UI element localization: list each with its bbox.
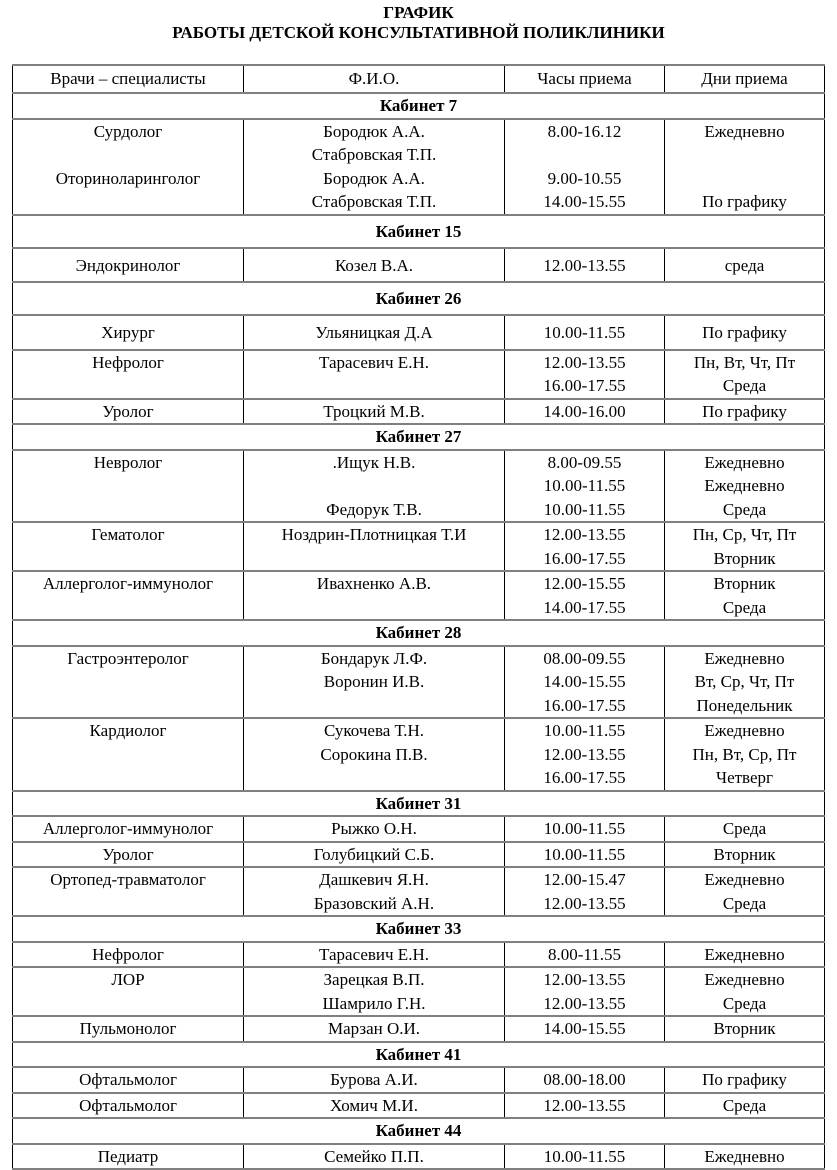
cabinet-label: Кабинет 15 [13,215,825,248]
cell-line: Пульмонолог [79,1019,177,1038]
cell-line: Гематолог [91,525,165,544]
cell-line [244,474,504,498]
cell-line: Пн, Ср, Чт, Пт [692,525,797,544]
header-hours: Часы приема [505,65,665,93]
hours-cell [505,718,665,791]
cell-line: Среда [722,1095,767,1115]
cell-line: Аллерголог-иммунолог [42,819,214,838]
cell-line: Сурдолог [93,121,163,141]
cell-line: Ортопед-травматолог [50,870,206,889]
cell-line: 12.00-13.55 [543,1095,626,1115]
specialty-cell [13,571,244,620]
table-row [13,248,825,283]
cell-line: 14.00-17.55 [543,597,626,617]
cabinet-header-row [13,791,825,817]
cell-line: 8.00-09.55 [547,452,622,472]
schedule-body [13,93,825,1169]
cabinet-header-row [13,1118,825,1144]
cell-line: 10.00-11.55 [543,844,626,864]
name-cell [244,315,505,350]
cell-line [505,143,664,167]
cell-line: Бородюк А.А. [323,168,425,188]
cabinet-label: Кабинет 41 [13,1042,825,1068]
cell-line: Шамрило Г.Н. [322,993,426,1013]
cell-line: 16.00-17.55 [543,768,626,787]
hours-cell [505,1093,665,1119]
cell-line [665,167,824,191]
days-cell [665,1016,825,1042]
specialty-cell [13,1016,244,1042]
name-cell [244,867,505,916]
cell-line: 14.00-15.55 [543,672,626,691]
days-cell [665,1144,825,1170]
specialty-cell [13,842,244,868]
specialty-cell [13,646,244,719]
cabinet-label: Кабинет 31 [13,791,825,817]
hours-cell [505,842,665,868]
table-row [13,646,825,719]
cabinet-header-row [13,215,825,248]
days-cell [665,450,825,523]
cell-line: Среда [722,819,767,838]
cell-line: среда [724,255,765,275]
days-cell [665,646,825,719]
cabinet-header-row [13,620,825,646]
table-row [13,718,825,791]
cell-line: Четверг [716,768,773,787]
days-cell [665,571,825,620]
cell-line: 8.00-11.55 [547,944,622,964]
days-cell [665,867,825,916]
hours-cell [505,315,665,350]
name-cell [244,522,505,571]
cell-line: Вторник [713,574,776,593]
cell-line: Нефролог [92,352,164,372]
schedule-table [12,64,825,1170]
hours-cell [505,867,665,916]
hours-cell [505,1144,665,1170]
cell-line: 12.00-13.55 [543,352,626,372]
hours-cell [505,522,665,571]
cell-line: По графику [702,401,787,421]
cabinet-header-row [13,282,825,315]
cell-line: ЛОР [111,970,145,989]
cell-line: Сорокина П.В. [320,744,428,764]
hours-cell [505,942,665,968]
cell-line: Ежедневно [704,970,785,989]
name-cell [244,1016,505,1042]
cell-line: Пн, Вт, Чт, Пт [693,352,796,372]
cell-line: .Ищук Н.В. [332,452,416,472]
cell-line: 10.00-11.55 [543,819,626,838]
name-cell [244,450,505,523]
name-cell [244,1144,505,1170]
table-row [13,119,825,215]
cell-line: Ежедневно [704,476,785,495]
table-row [13,967,825,1016]
cell-line: Офтальмолог [79,1070,177,1089]
cell-line: 16.00-17.55 [543,376,626,395]
table-row [13,350,825,399]
hours-cell [505,1067,665,1093]
cell-line: Ивахненко А.В. [316,574,432,593]
cell-line: Ежедневно [704,121,785,141]
name-cell [244,571,505,620]
specialty-cell [13,1093,244,1119]
hours-cell [505,1016,665,1042]
specialty-cell [13,119,244,215]
cell-line: По графику [702,1070,787,1089]
cell-line: 16.00-17.55 [543,695,626,715]
specialty-cell [13,967,244,1016]
cell-line: Ежедневно [704,870,785,889]
table-row [13,571,825,620]
days-cell [665,350,825,399]
cell-line: Оториноларинголог [55,168,201,188]
cell-line: Ежедневно [704,944,785,964]
cell-line: 10.00-11.55 [543,1146,626,1166]
name-cell [244,350,505,399]
cell-line: 10.00-11.55 [543,323,626,342]
cell-line: 10.00-11.55 [543,499,626,519]
cell-line: 12.00-15.47 [543,870,626,889]
cell-line: По графику [702,192,787,211]
days-cell [665,942,825,968]
cell-line: 12.00-15.55 [543,574,626,593]
cell-line: Вторник [713,548,776,568]
table-row [13,1016,825,1042]
cell-line: Гастроэнтеролог [67,648,189,668]
cell-line: Среда [722,376,767,395]
cell-line: Семейко П.П. [324,1146,424,1166]
cell-line: Ежедневно [704,452,785,472]
hours-cell [505,450,665,523]
table-row [13,1067,825,1093]
cell-line: Троцкий М.В. [323,401,425,421]
cell-line: Марзан О.И. [327,1019,421,1038]
cell-line: Уролог [102,401,154,421]
cell-line: Понедельник [696,695,793,715]
cell-line: Уролог [102,844,154,864]
name-cell [244,119,505,215]
cell-line: 10.00-11.55 [543,476,626,495]
cell-line: Стабровская Т.П. [311,145,437,164]
name-cell [244,942,505,968]
cell-line: 12.00-13.55 [543,744,626,764]
specialty-cell [13,248,244,283]
table-row [13,522,825,571]
cell-line: Среда [722,597,767,617]
cell-line: Дашкевич Я.Н. [319,870,429,889]
cell-line: Хомич М.И. [330,1095,418,1115]
cell-line: Вторник [713,844,776,864]
cell-line: Ульяницкая Д.А [315,323,433,342]
cabinet-label: Кабинет 28 [13,620,825,646]
days-cell [665,842,825,868]
cell-line: Среда [722,993,767,1013]
cell-line: Невролог [93,452,163,472]
cell-line: Стабровская Т.П. [311,192,437,211]
cabinet-label: Кабинет 33 [13,916,825,942]
cabinet-label: Кабинет 7 [13,93,825,119]
days-cell [665,718,825,791]
cell-line: Бондарук Л.Ф. [320,648,428,668]
cell-line: Вторник [713,1019,776,1038]
days-cell [665,399,825,425]
header-fio: Ф.И.О. [244,65,505,93]
cell-line: Бразовский А.Н. [313,893,435,913]
table-row [13,399,825,425]
cell-line [665,143,824,167]
cell-line: Пн, Вт, Ср, Пт [692,744,797,764]
cell-line: Ноздрин-Плотницкая Т.И [281,525,467,544]
cell-line: 8.00-16.12 [547,121,622,141]
cell-line: Зарецкая В.П. [323,970,425,989]
cell-line: Козел В.А. [334,255,414,275]
hours-cell [505,119,665,215]
cell-line: Голубицкий С.Б. [313,844,435,864]
cell-line: Нефролог [92,944,164,964]
name-cell [244,248,505,283]
header-days: Дни приема [665,65,825,93]
cell-line: Педиатр [97,1146,159,1166]
table-row [13,867,825,916]
hours-cell [505,816,665,842]
cabinet-header-row [13,1042,825,1068]
cell-line: Сукочева Т.Н. [323,721,425,740]
cell-line: 14.00-16.00 [543,401,626,421]
cell-line: Ежедневно [704,1146,785,1166]
days-cell [665,119,825,215]
specialty-cell [13,1067,244,1093]
hours-cell [505,248,665,283]
cell-line: 10.00-11.55 [543,721,626,740]
specialty-cell [13,718,244,791]
cell-line: 12.00-13.55 [543,525,626,544]
name-cell [244,1093,505,1119]
cell-line: Хирург [101,323,155,342]
days-cell [665,315,825,350]
cell-line: 16.00-17.55 [543,548,626,568]
table-row [13,315,825,350]
cell-line: Тарасевич Е.Н. [319,352,429,372]
specialty-cell [13,450,244,523]
cell-line: Бурова А.И. [330,1070,418,1089]
document-subtitle: РАБОТЫ ДЕТСКОЙ КОНСУЛЬТАТИВНОЙ ПОЛИКЛИНИКИ [172,23,665,42]
cell-line: Среда [722,499,767,519]
table-row [13,450,825,523]
hours-cell [505,646,665,719]
days-cell [665,248,825,283]
cell-line: Тарасевич Е.Н. [319,944,429,964]
table-row [13,842,825,868]
cabinet-header-row [13,93,825,119]
specialty-cell [13,350,244,399]
table-row [13,1093,825,1119]
specialty-cell [13,816,244,842]
name-cell [244,1067,505,1093]
cabinet-label: Кабинет 27 [13,424,825,450]
cabinet-label: Кабинет 26 [13,282,825,315]
hours-cell [505,399,665,425]
cell-line: Офтальмолог [79,1095,177,1115]
table-row [13,942,825,968]
header-specialists: Врачи – специалисты [13,65,244,93]
specialty-cell [13,522,244,571]
cell-line: Рыжко О.Н. [331,819,417,838]
days-cell [665,816,825,842]
specialty-cell [13,942,244,968]
cell-line: 08.00-18.00 [543,1070,626,1089]
cell-line: Бородюк А.А. [323,121,425,141]
cell-line: Федорук Т.В. [326,499,422,519]
cabinet-label: Кабинет 44 [13,1118,825,1144]
name-cell [244,816,505,842]
name-cell [244,399,505,425]
cabinet-header-row [13,424,825,450]
specialty-cell [13,315,244,350]
specialty-cell [13,867,244,916]
specialty-cell [13,1144,244,1170]
cell-line: 08.00-09.55 [543,648,626,668]
table-header-row [13,65,825,93]
cell-line: Эндокринолог [75,255,181,275]
cell-line: Вт, Ср, Чт, Пт [694,672,795,691]
cell-line [13,190,243,214]
specialty-cell [13,399,244,425]
name-cell [244,842,505,868]
cell-line: 14.00-15.55 [543,192,626,211]
cell-line: 12.00-13.55 [543,993,626,1013]
name-cell [244,646,505,719]
cell-line: Кардиолог [89,721,167,740]
cell-line: Среда [722,893,767,913]
hours-cell [505,350,665,399]
cell-line: 14.00-15.55 [543,1019,626,1038]
cell-line: Ежедневно [704,721,785,740]
name-cell [244,718,505,791]
table-row [13,816,825,842]
document-title: ГРАФИК [383,3,454,22]
table-row [13,1144,825,1170]
cell-line: 12.00-13.55 [543,893,626,913]
cell-line: 12.00-13.55 [543,255,626,275]
days-cell [665,522,825,571]
days-cell [665,1067,825,1093]
days-cell [665,967,825,1016]
days-cell [665,1093,825,1119]
cell-line: Воронин И.В. [323,672,425,691]
cell-line: По графику [702,323,787,342]
hours-cell [505,571,665,620]
cell-line: 12.00-13.55 [543,970,626,989]
cell-line: 9.00-10.55 [547,168,622,188]
cabinet-header-row [13,916,825,942]
hours-cell [505,967,665,1016]
cell-line: Ежедневно [704,648,785,668]
cell-line: Аллерголог-иммунолог [42,574,214,593]
cell-line [13,143,243,167]
name-cell [244,967,505,1016]
